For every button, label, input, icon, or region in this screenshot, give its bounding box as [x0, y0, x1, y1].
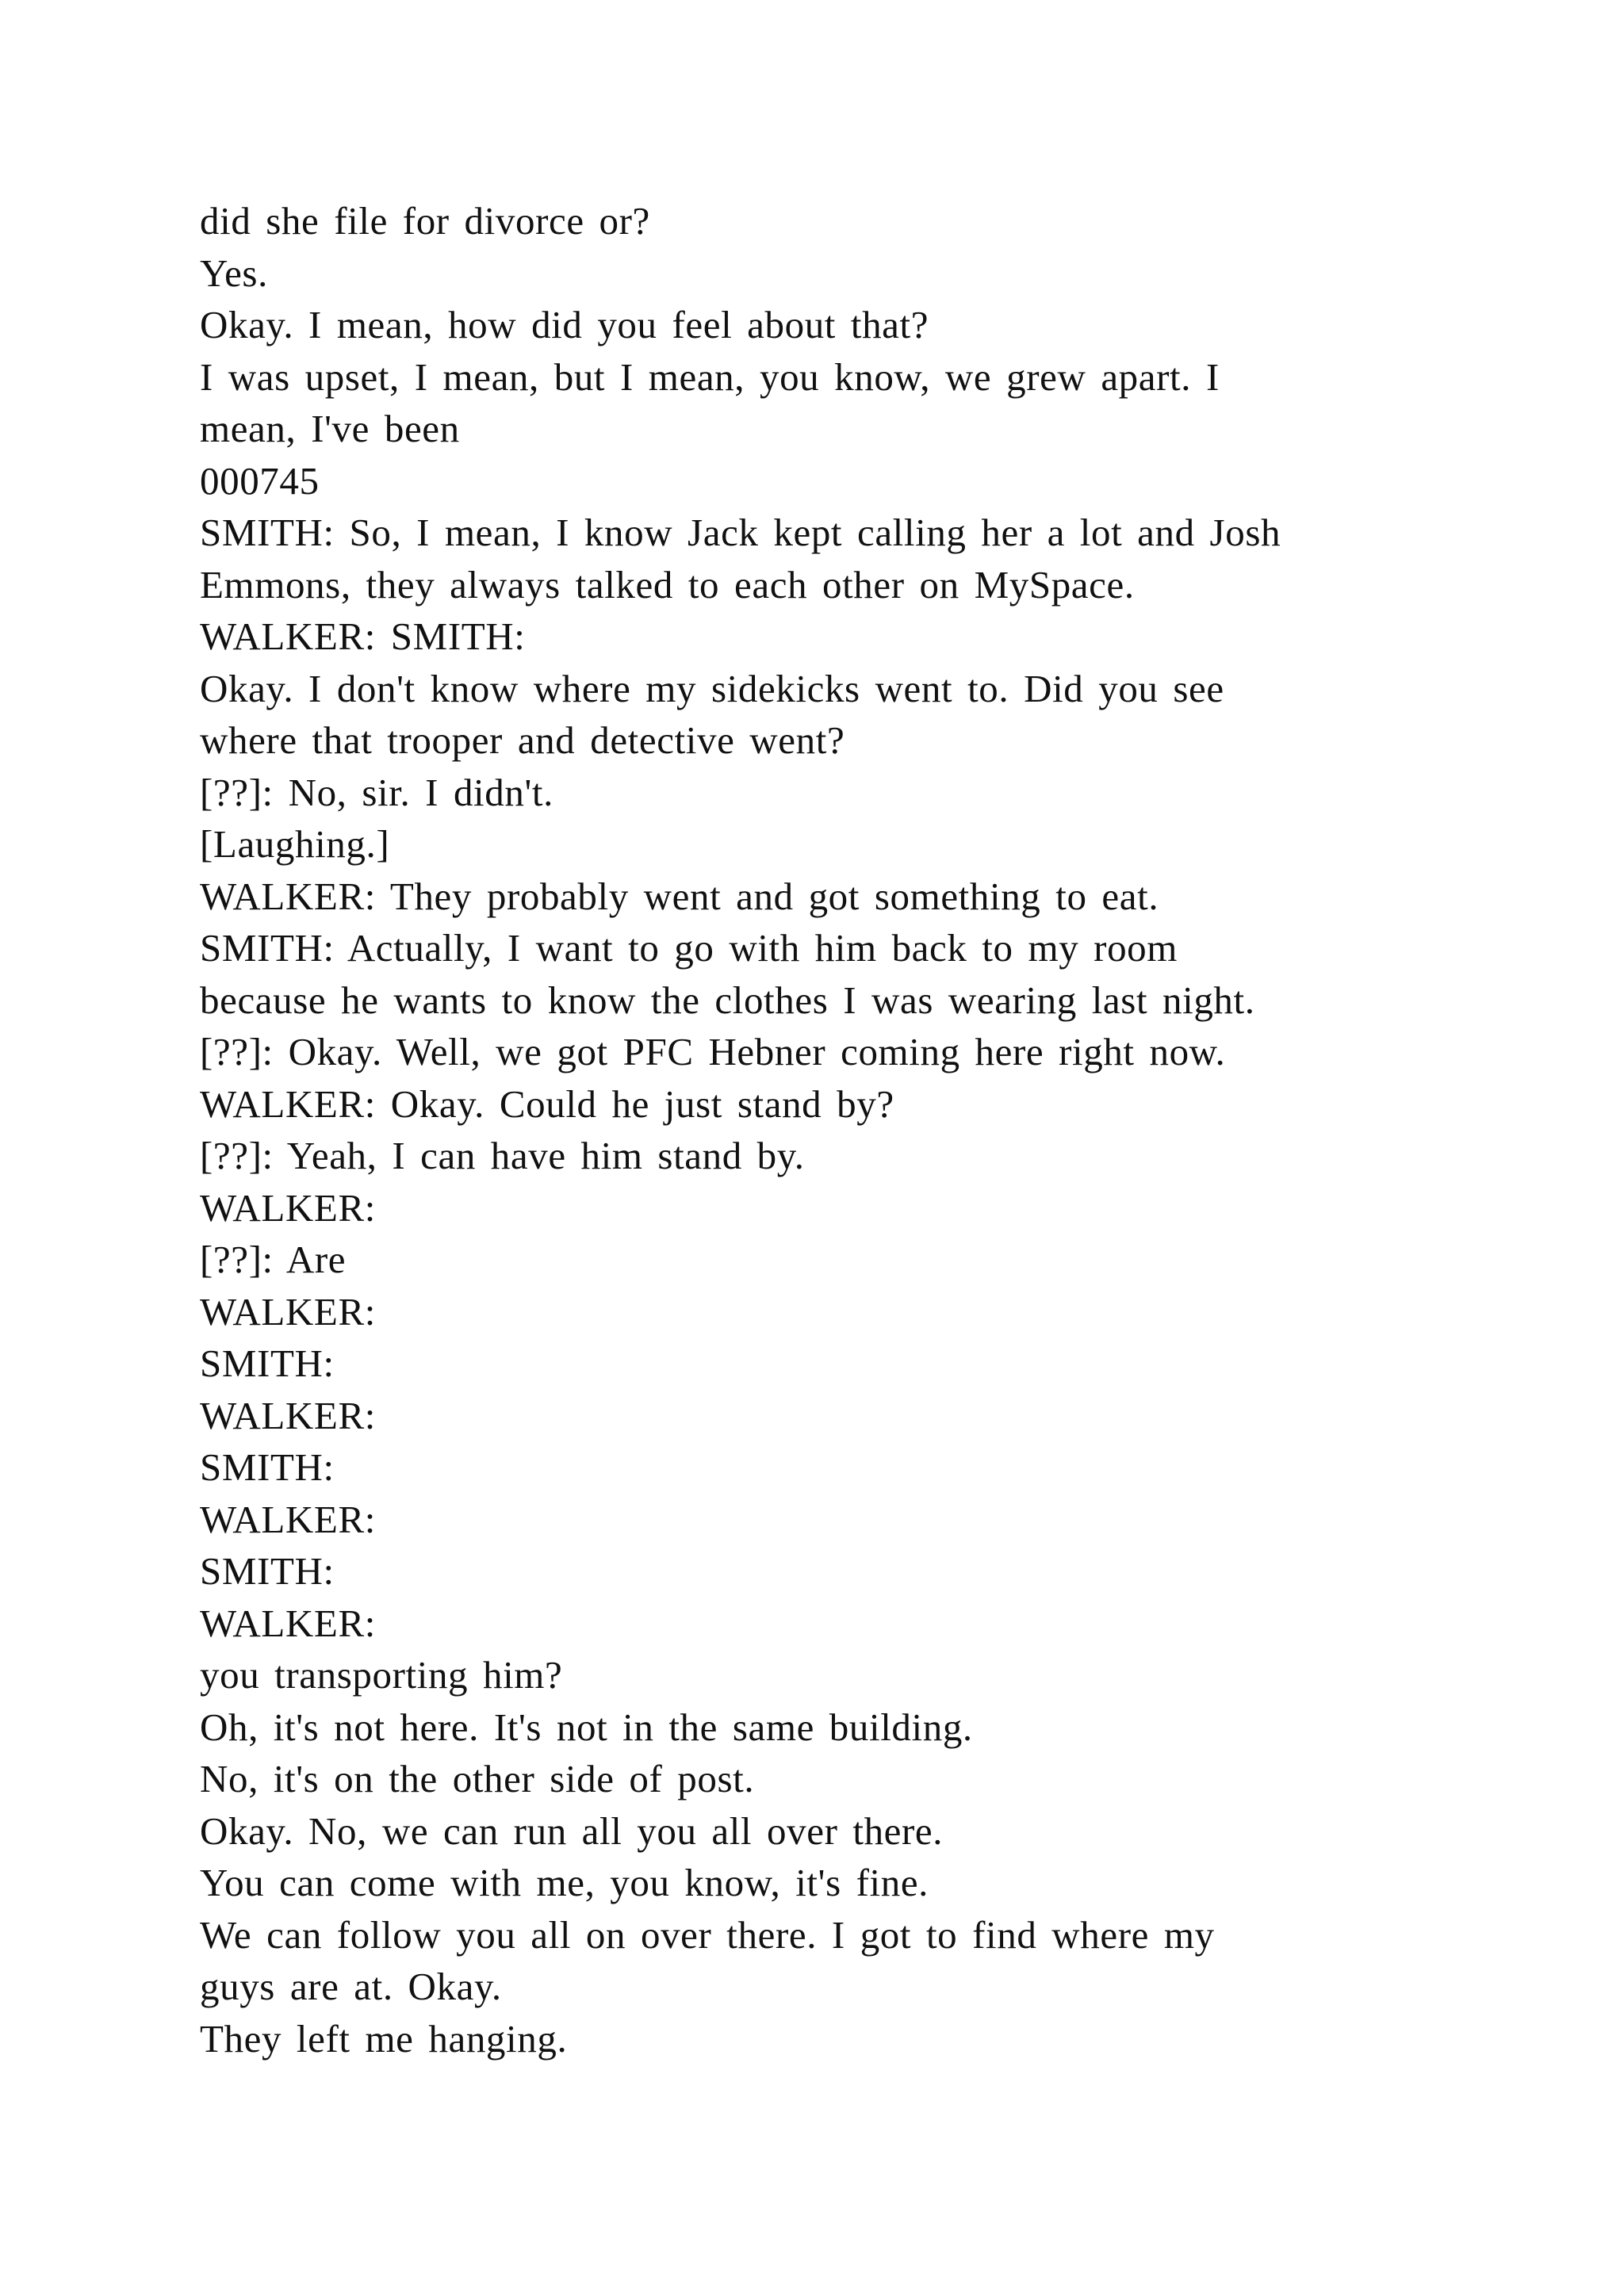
text-line: SMITH: So, I mean, I know Jack kept calling her a lot and Josh	[200, 511, 1281, 554]
text-line: [??]: Yeah, I can have him stand by.	[200, 1134, 805, 1177]
text-line: I was upset, I mean, but I mean, you know, we grew apart. I	[200, 354, 1220, 399]
text-line: WALKER:	[200, 1497, 376, 1541]
text-line: SMITH:	[200, 1341, 335, 1385]
text-line: Yes.	[200, 251, 268, 295]
text-line: Oh, it's not here. It's not in the same building.	[200, 1705, 973, 1749]
text-line: SMITH:	[200, 1445, 335, 1489]
text-line: [??]: No, sir. I didn't.	[200, 770, 553, 814]
text-line: WALKER: SMITH:	[200, 614, 526, 658]
text-line: WALKER: Okay. Could he just stand by?	[200, 1081, 894, 1126]
text-line: did she file for divorce or?	[200, 199, 650, 243]
text-line: [Laughing.]	[200, 822, 390, 866]
page-number: 000745	[200, 458, 320, 503]
text-line: SMITH:	[200, 1549, 335, 1593]
text-line: [??]: Okay. Well, we got PFC Hebner coming here right now.	[200, 1030, 1226, 1073]
text-line: They left me hanging.	[200, 2016, 568, 2061]
text-line: WALKER:	[200, 1601, 376, 1645]
text-line: WALKER:	[200, 1393, 376, 1437]
text-line: because he wants to know the clothes I was wearing last night.	[200, 978, 1255, 1022]
text-line: guys are at. Okay.	[200, 1965, 502, 2008]
text-line: WALKER:	[200, 1289, 376, 1334]
text-line: where that trooper and detective went?	[200, 718, 845, 762]
text-line: you transporting him?	[200, 1653, 563, 1697]
text-line: Okay. No, we can run all you all over there.	[200, 1808, 944, 1853]
text-line: WALKER: They probably went and got something to eat.	[200, 874, 1159, 918]
text-line: SMITH: Actually, I want to go with him back to my room	[200, 926, 1178, 970]
text-line: WALKER:	[200, 1185, 376, 1230]
transcript-text	[200, 195, 1484, 2064]
text-line: mean, I've been	[200, 407, 460, 450]
text-line: Okay. I don't know where my sidekicks went to. Did you see	[200, 666, 1224, 710]
text-line: We can follow you all on over there. I got to find where my	[200, 1912, 1215, 1957]
text-line: Emmons, they always talked to each other on MySpace.	[200, 562, 1135, 607]
text-line: No, it's on the other side of post.	[200, 1757, 755, 1800]
text-line: You can come with me, you know, it's fine.	[200, 1861, 929, 1904]
text-line: Okay. I mean, how did you feel about that?	[200, 303, 929, 346]
text-line: [??]: Are	[200, 1238, 347, 1281]
